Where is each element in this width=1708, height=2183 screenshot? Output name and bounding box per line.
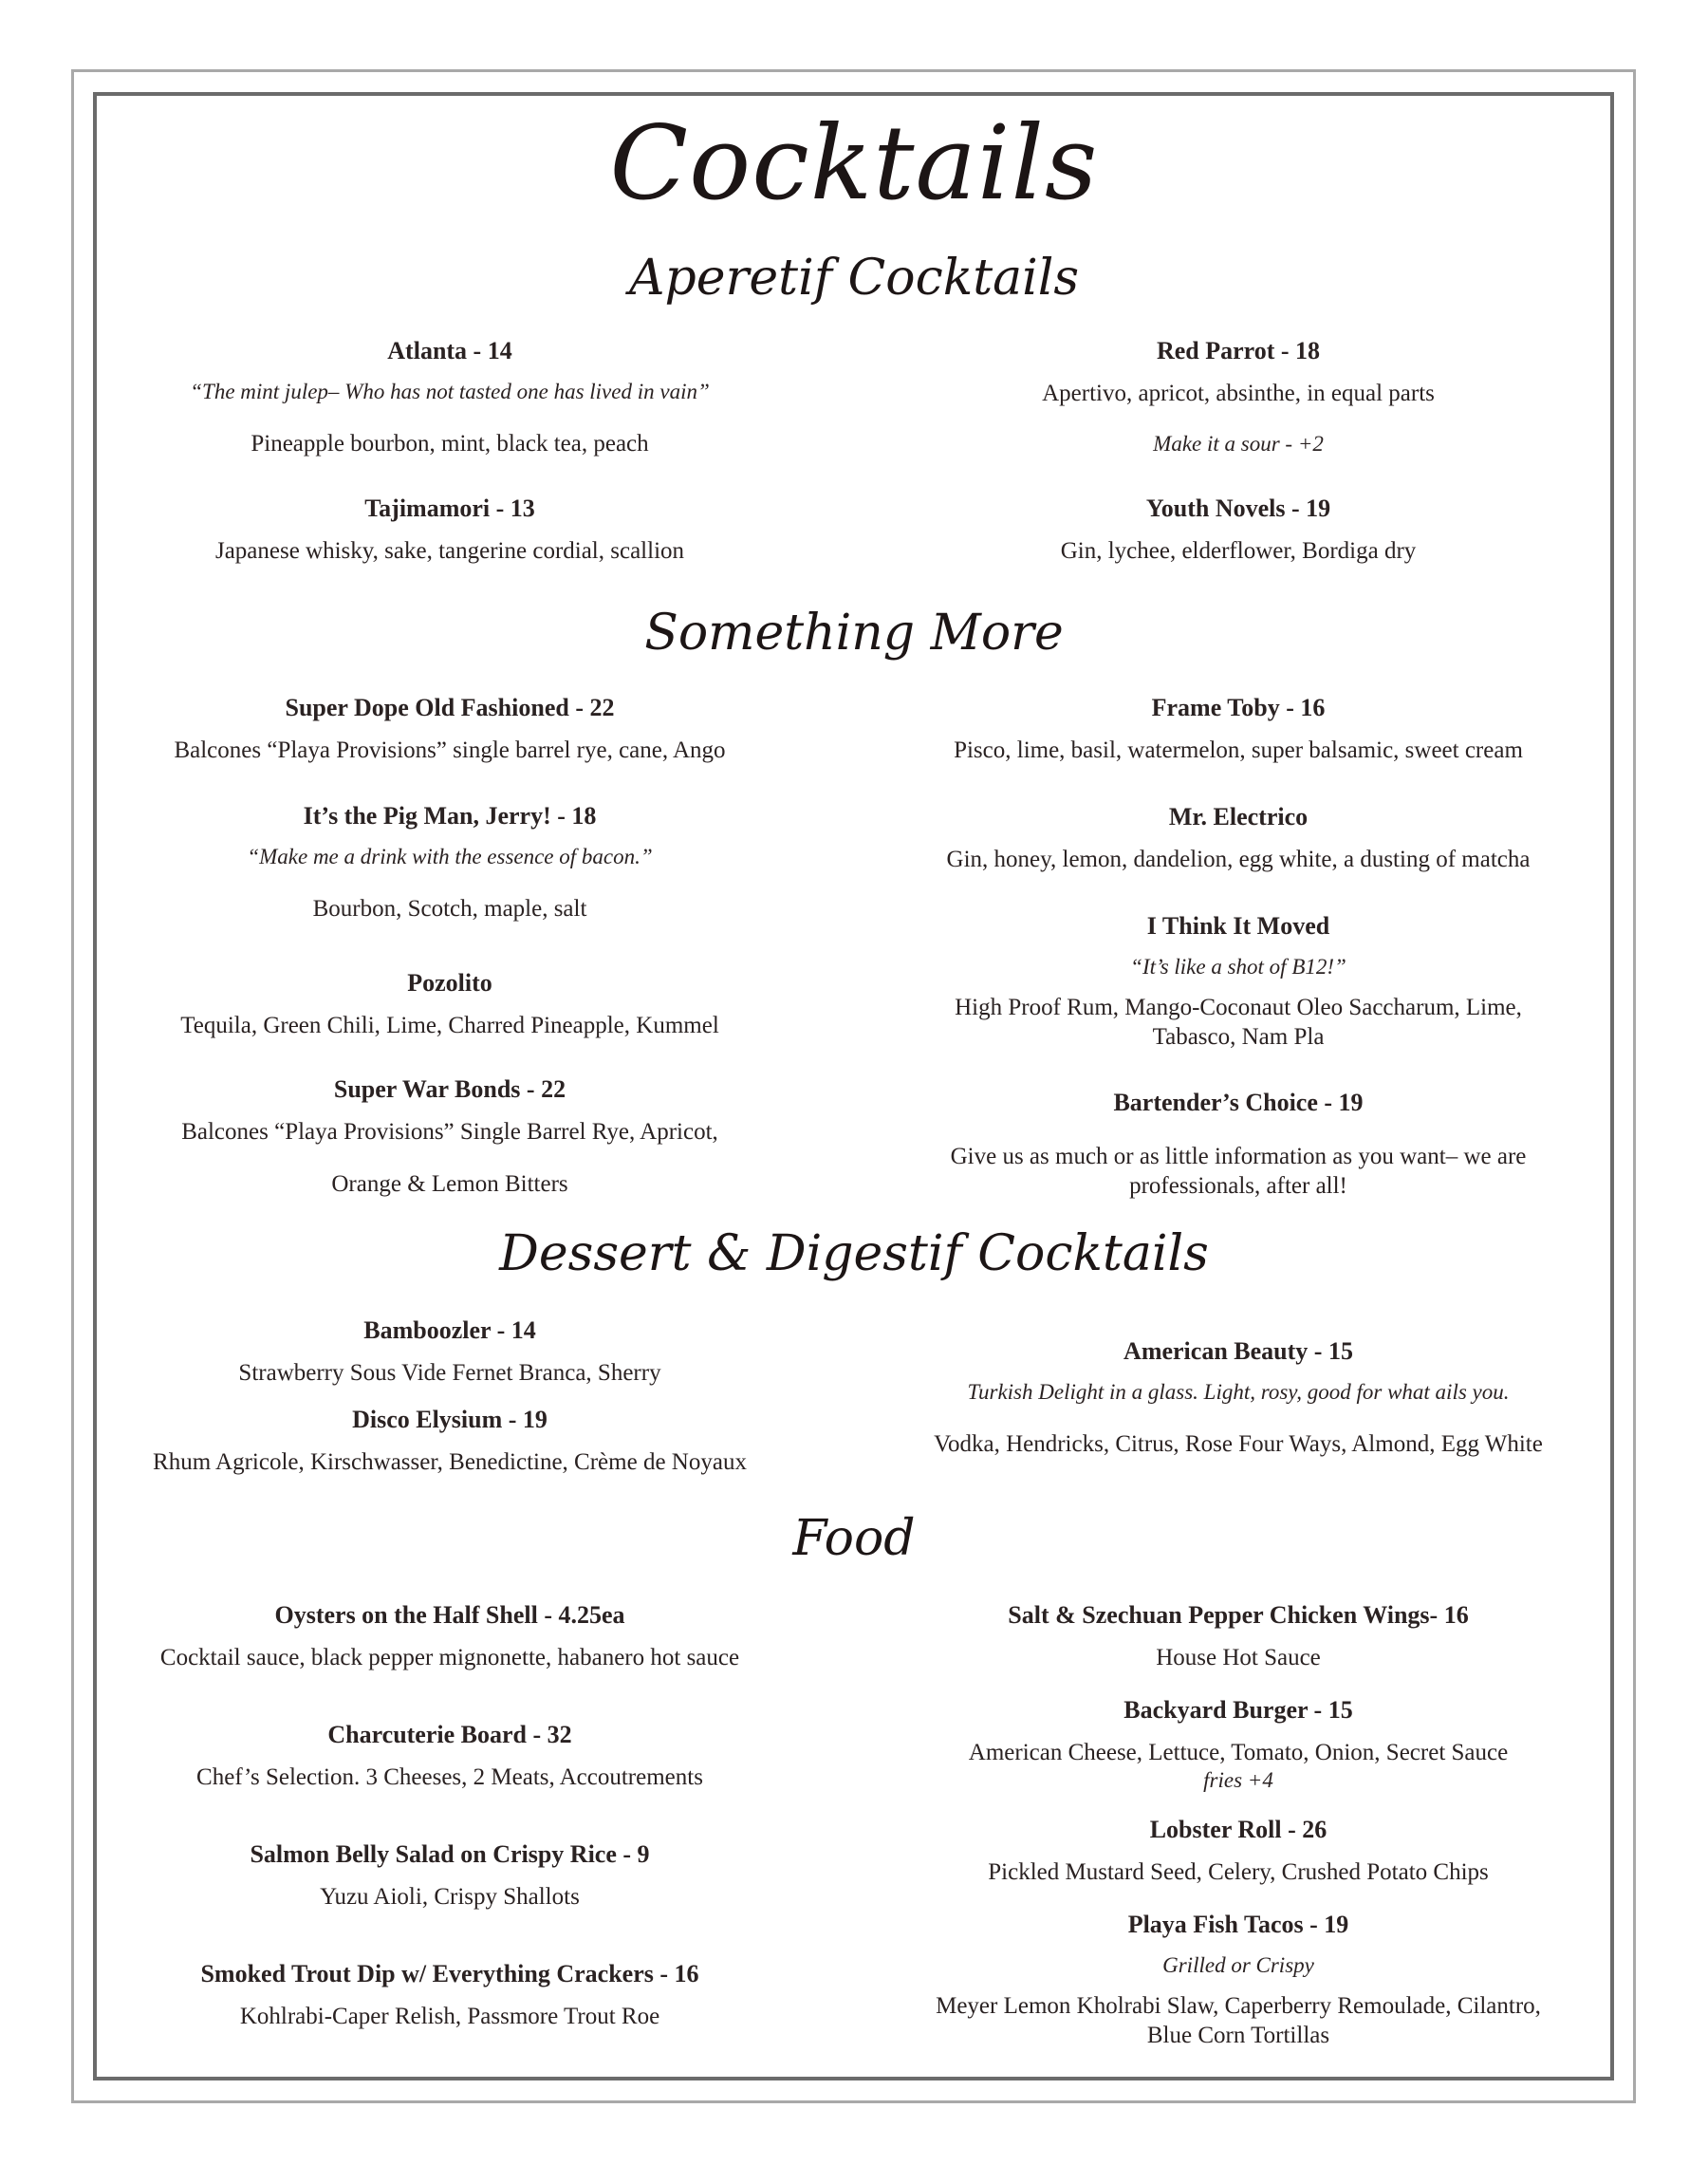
item-description-2: professionals, after all! (1129, 1173, 1347, 1200)
menu-item-super-war-bonds (99, 1073, 801, 1200)
item-quote: “The mint julep– Who has not tasted one has lived in vain” (190, 380, 710, 404)
menu-item-pozolito (99, 966, 801, 1040)
item-description: Rhum Agricole, Kirschwasser, Benedictine, Crème de Noyaux (153, 1449, 747, 1476)
item-description: Pineapple bourbon, mint, black tea, peach (251, 430, 649, 457)
menu-item-bartenders-choice (887, 1086, 1589, 1202)
menu-item-youth-novels (887, 492, 1589, 566)
menu-item-bamboozler (99, 1314, 801, 1388)
item-name: Pozolito (407, 969, 492, 997)
item-name: Playa Fish Tacos - 19 (1127, 1911, 1349, 1938)
section-title-aperitif: Aperetif Cocktails (628, 250, 1080, 307)
item-description: Apertivo, apricot, absinthe, in equal parts (1042, 381, 1435, 407)
item-description-2: Orange & Lemon Bitters (331, 1171, 568, 1198)
item-name: Bartender’s Choice - 19 (1113, 1089, 1364, 1116)
item-name: Oysters on the Half Shell - 4.25ea (274, 1601, 625, 1629)
item-name: Bamboozler - 14 (363, 1316, 536, 1344)
menu-item-tajimamori (99, 492, 801, 566)
item-name: Red Parrot - 18 (1156, 337, 1321, 364)
item-name: Youth Novels - 19 (1145, 494, 1331, 522)
item-description: Meyer Lemon Kholrabi Slaw, Caperberry Remoulade, Cilantro, (936, 1992, 1541, 2019)
menu-item-red-parrot (887, 334, 1589, 458)
menu-item-atlanta (99, 334, 801, 458)
item-description: Gin, honey, lemon, dandelion, egg white, a dusting of matcha (946, 847, 1531, 873)
item-description: Chef’s Selection. 3 Cheeses, 2 Meats, Accoutrements (196, 1764, 703, 1791)
menu-item-pig-man (99, 799, 801, 924)
menu-item-frame-toby (887, 691, 1589, 765)
item-description: Pickled Mustard Seed, Celery, Crushed Potato Chips (988, 1859, 1489, 1886)
item-quote: “Make me a drink with the essence of bacon.” (247, 845, 653, 869)
menu-item-super-dope-old-fashioned (99, 691, 801, 765)
item-description: Kohlrabi-Caper Relish, Passmore Trout Roe (239, 2004, 660, 2030)
item-description: Give us as much or as little information as you want– we are (950, 1144, 1527, 1170)
item-name: It’s the Pig Man, Jerry! - 18 (303, 802, 597, 830)
section-title-dessert-digestif: Dessert & Digestif Cocktails (499, 1225, 1209, 1282)
item-note: fries +4 (1203, 1768, 1273, 1793)
item-quote: Turkish Delight in a glass. Light, rosy, good for what ails you. (967, 1380, 1510, 1405)
item-name: Super War Bonds - 22 (333, 1075, 566, 1103)
menu-item-backyard-burger (887, 1693, 1589, 1795)
item-description: Strawberry Sous Vide Fernet Branca, Sherry (238, 1360, 661, 1387)
item-description: Yuzu Aioli, Crispy Shallots (320, 1884, 580, 1911)
menu-item-i-think-it-moved (887, 909, 1589, 1052)
item-name: Mr. Electrico (1168, 803, 1309, 830)
item-description: Tequila, Green Chili, Lime, Charred Pineapple, Kummel (180, 1013, 719, 1039)
item-description: Gin, lychee, elderflower, Bordiga dry (1060, 538, 1417, 565)
item-note: Make it a sour - +2 (1153, 432, 1324, 457)
item-name: Backyard Burger - 15 (1123, 1696, 1353, 1724)
item-name: American Beauty - 15 (1123, 1337, 1353, 1365)
item-name: Frame Toby - 16 (1151, 694, 1326, 721)
section-title-food: Food (792, 1510, 916, 1567)
menu-item-chicken-wings (887, 1598, 1589, 1672)
item-name: Salt & Szechuan Pepper Chicken Wings- 16 (1008, 1601, 1469, 1629)
item-name: Disco Elysium - 19 (352, 1406, 548, 1433)
item-name: Smoked Trout Dip w/ Everything Crackers - 16 (200, 1960, 699, 1987)
item-description-2: Blue Corn Tortillas (1146, 2023, 1330, 2049)
menu-item-oysters (99, 1598, 801, 1672)
item-name: Tajimamori - 13 (364, 494, 535, 522)
item-name: Salmon Belly Salad on Crispy Rice - 9 (250, 1840, 650, 1868)
item-description-2: Tabasco, Nam Pla (1152, 1024, 1325, 1051)
menu-item-lobster-roll (887, 1813, 1589, 1887)
item-name: Lobster Roll - 26 (1149, 1816, 1327, 1843)
menu-title: Cocktails (609, 104, 1099, 223)
item-description: American Cheese, Lettuce, Tomato, Onion, Secret Sauce (968, 1740, 1509, 1766)
item-description: Bourbon, Scotch, maple, salt (312, 895, 587, 922)
item-description: Vodka, Hendricks, Citrus, Rose Four Ways, Almond, Egg White (934, 1430, 1543, 1457)
item-note: Grilled or Crispy (1162, 1953, 1314, 1978)
menu-item-smoked-trout-dip (99, 1957, 801, 2031)
menu-item-mr-electrico (887, 800, 1589, 874)
item-name: I Think It Moved (1146, 912, 1330, 940)
menu-item-american-beauty (887, 1334, 1589, 1459)
menu-item-charcuterie-board (99, 1718, 801, 1792)
item-name: Atlanta - 14 (387, 337, 512, 364)
item-description: Cocktail sauce, black pepper mignonette, habanero hot sauce (159, 1645, 740, 1671)
item-quote: “It’s like a shot of B12!” (1130, 955, 1346, 980)
menu-item-playa-fish-tacos (887, 1908, 1589, 2050)
item-description: Pisco, lime, basil, watermelon, super balsamic, sweet cream (954, 737, 1523, 764)
item-description: Japanese whisky, sake, tangerine cordial, scallion (214, 538, 685, 565)
item-name: Super Dope Old Fashioned - 22 (285, 694, 615, 721)
menu-item-salmon-belly-salad (99, 1838, 801, 1912)
section-title-something-more: Something More (644, 605, 1064, 662)
item-description: Balcones “Playa Provisions” single barrel rye, cane, Ango (174, 737, 726, 764)
item-name: Charcuterie Board - 32 (327, 1721, 572, 1748)
menu-item-disco-elysium (99, 1403, 801, 1477)
item-description: House Hot Sauce (1156, 1645, 1321, 1671)
item-description: Balcones “Playa Provisions” Single Barrel Rye, Apricot, (181, 1119, 718, 1146)
item-description: High Proof Rum, Mango-Coconaut Oleo Saccharum, Lime, (955, 994, 1522, 1020)
